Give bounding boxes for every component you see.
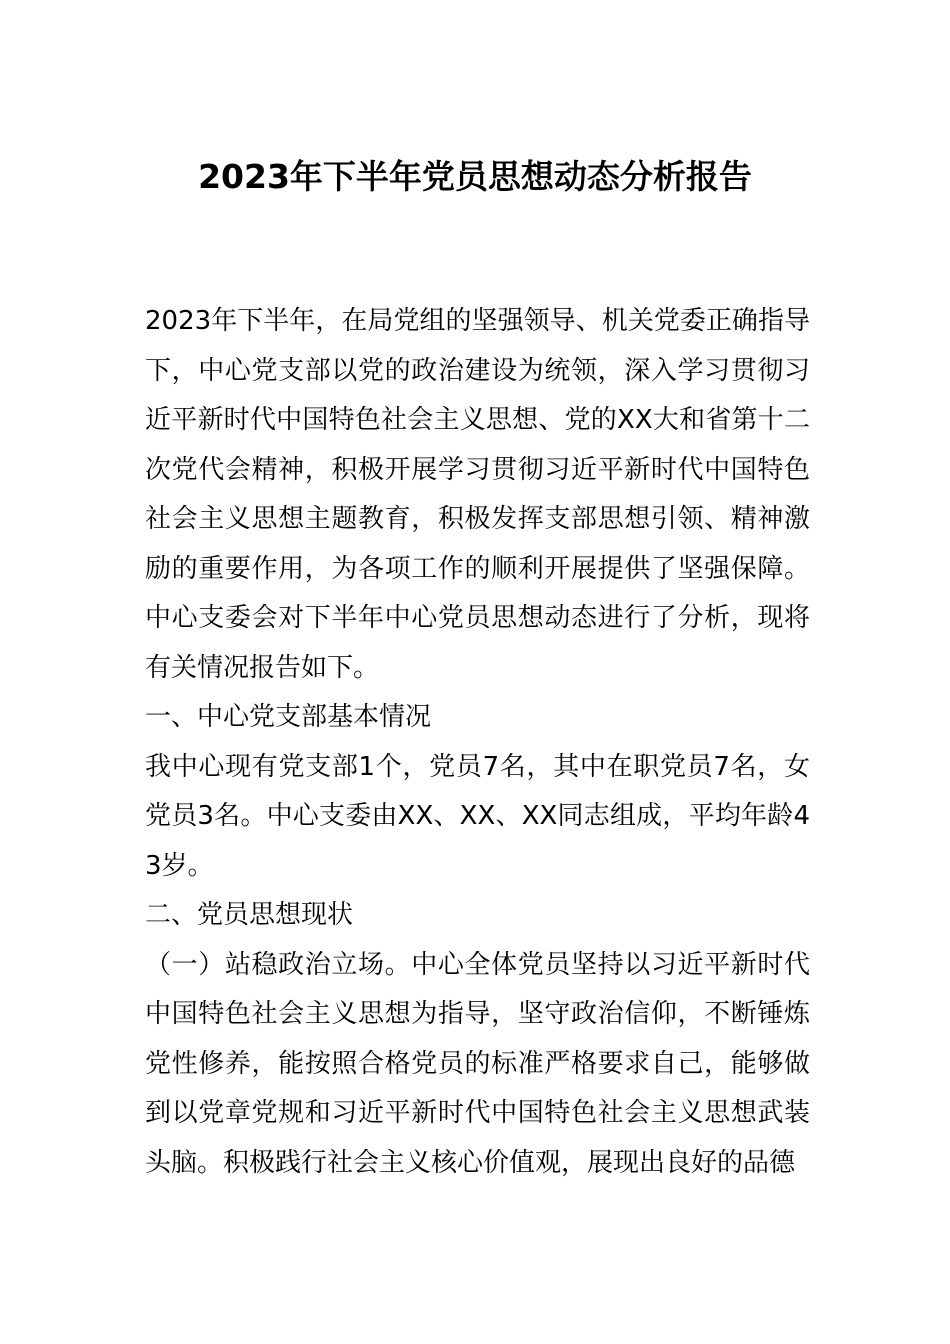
section-heading-1: 一、中心党支部基本情况 <box>145 702 432 732</box>
political-stance-paragraph: （一）站稳政治立场。中心全体党员坚持以习近平新时代中国特色社会主义思想为指导，坚守政治信仰，不断锤炼党性修养，能按照合格党员的标准严格要求自己，能够做到以党章党规和习近平新时代中国特色社会主义思想武装头脑。积极践行社会主义核心价值观，展现出良好的品德 <box>145 949 810 1178</box>
section-heading-2: 二、党员思想现状 <box>145 900 354 930</box>
basic-info-paragraph: 我中心现有党支部1个，党员7名，其中在职党员7名，女党员3名。中心支委由XX、XX、XX同志组成，平均年龄43岁。 <box>145 751 810 881</box>
document-body <box>145 297 810 1188</box>
intro-paragraph: 2023年下半年，在局党组的坚强领导、机关党委正确指导下，中心党支部以党的政治建设为统领，深入学习贯彻习近平新时代中国特色社会主义思想、党的XX大和省第十二次党代会精神，积极开展学习贯彻习近平新时代中国特色社会主义思想主题教育，积极发挥支部思想引领、精神激励的重要作用，为各项工作的顺利开展提供了坚强保障。中心支委会对下半年中心党员思想动态进行了分析，现将有关情况报告如下。 <box>145 306 810 683</box>
document-title: 2023年下半年党员思想动态分析报告 <box>198 157 752 196</box>
